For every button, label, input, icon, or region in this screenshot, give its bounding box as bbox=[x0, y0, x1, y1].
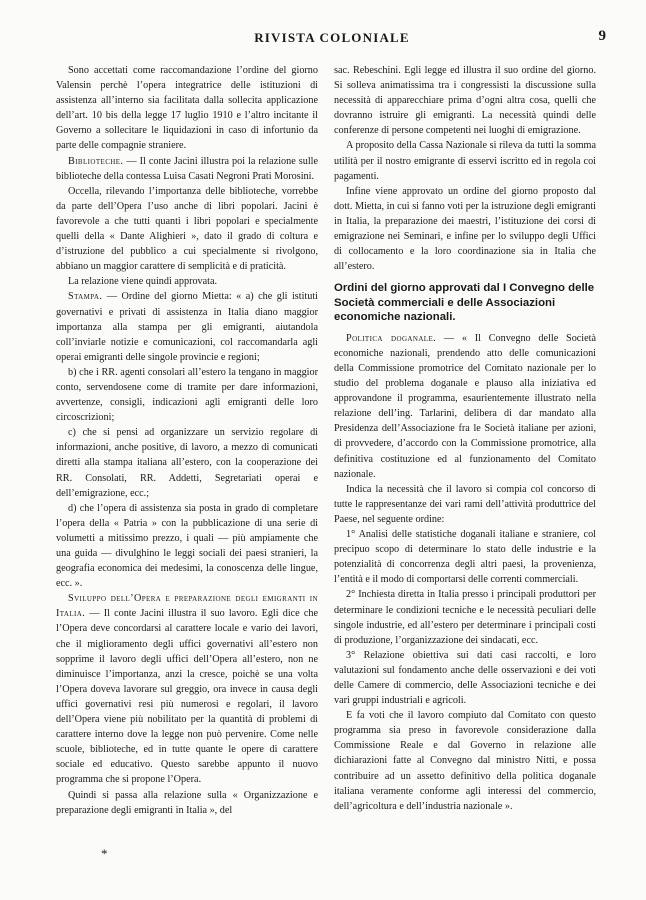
paragraph bbox=[56, 289, 318, 364]
paragraph bbox=[334, 331, 596, 482]
paragraph-text: 3° Relazione obiettiva sui dati casi raccolti, e loro valutazioni sul fondamento anche delle osservazioni e dei voti delle Camere di commercio, delle Associazioni tecniche e dei vari gruppi industriali e agricoli. bbox=[334, 649, 596, 707]
paragraph bbox=[334, 527, 596, 587]
paragraph-text: d) che l’opera di assistenza sia posta in grado di completare l’opera della « Patria » con la pubblicazione di una serie di volumetti a mitissimo prezzo, i quali — più ampiamente che una guida — divulghino le leggi sociali dei paesi stranieri, la geografia economica dei medesimi, la conoscenza delle lingue, ecc. ». bbox=[56, 502, 318, 590]
paragraph bbox=[334, 648, 596, 708]
paragraph-text: c) che si pensi ad organizzare un servizio regolare di informazioni, anche positive, di lavoro, a mezzo di comunicati diretti alla stampa italiana all’estero, con la cooperazione dei RR. Consolati, RR. Addetti, Segretariati operai e dell’emigrazione, ecc.; bbox=[56, 427, 318, 499]
paragraph-text: — Ordine del giorno Mietta: « a) che gli istituti governativi e privati di assistenza in Italia diano maggior importanza alla stampa per gli emigranti, aiutandola coll’inviarle notizie e comunicazioni, col raccomandarla agli operai emigranti delle singole provincie e regioni; bbox=[56, 291, 318, 363]
paragraph-lead: Biblioteche. bbox=[68, 155, 124, 167]
paragraph bbox=[334, 184, 596, 275]
page-number: 9 bbox=[598, 28, 606, 44]
paragraph bbox=[56, 591, 318, 787]
paragraph bbox=[56, 184, 318, 275]
paragraph bbox=[56, 154, 318, 184]
paragraph-text: sac. Rebeschini. Egli legge ed illustra il suo ordine del giorno. Si solleva animatissima tra i congressisti la discussione sulla necessità di apparecchiare prima d’ogni altra cosa, quelli che dovranno istruire gli emigranti. La necessità quindi delle conferenze di persone competenti nei luoghi di emigrazione. bbox=[334, 65, 596, 137]
left-column bbox=[56, 63, 318, 818]
running-header bbox=[58, 30, 606, 50]
paragraph-text: E fa voti che il lavoro compiuto dal Comitato con questo programma sia preso in favorevole considerazione dalla Commissione Reale e dal Governo in relazione alle dichiarazioni fatte al Convegno dal ministro Nitti, e possa contribuire ad un assetto definitivo della politica doganale italiana veramente conforme agli interessi del commercio, dell’agricoltura e dell’industria nazionale ». bbox=[334, 710, 596, 812]
paragraph bbox=[56, 63, 318, 154]
paragraph-lead: Politica doganale. bbox=[346, 332, 437, 344]
paragraph-text: — Il conte Jacini illustra poi la relazione sulle biblioteche della contessa Luisa Casati Negroni Prati Morosini. bbox=[56, 155, 319, 182]
journal-title: RIVISTA COLONIALE bbox=[254, 30, 410, 45]
paragraph-text: Quindi si passa alla relazione sulla « Organizzazione e preparazione degli emigranti in Italia », del bbox=[56, 789, 318, 816]
paragraph bbox=[56, 274, 318, 289]
paragraph-text: Sono accettati come raccomandazione l’ordine del giorno Valensin perchè l’opera integratrice delle istituzioni di assistenza all’interno sia facilitata dalla sollecita applicazione dell’art. 10 bis della legge 17 luglio 1910 e l’altro incitante il Governo a sollecitare le liquidazioni in caso di infortunio da parte delle compagnie straniere. bbox=[56, 65, 318, 152]
paragraph bbox=[56, 365, 318, 425]
paragraph-text: — « Il Convegno delle Società economiche nazionali, prendendo atto delle comunicazioni della Commissione promotrice del Comitato nazionale per lo studio del problema doganale e plauso alla iniziativa ed approvandone il programma, esaurientemente illustrato nella relazione dell’ing. Tarlarini, delibera di dar mandato alla Presidenza dell’Associazione fra le Società italiane per azioni, di provvedere, d’accordo con la Commissione promotrice, alla definitiva costituzione ed al funzionamento del Comitato nazionale. bbox=[334, 332, 597, 480]
paragraph bbox=[334, 708, 596, 814]
paragraph bbox=[334, 138, 596, 183]
right-column bbox=[334, 63, 596, 814]
paragraph bbox=[334, 482, 596, 527]
paragraph bbox=[56, 425, 318, 500]
paragraph bbox=[56, 501, 318, 592]
paragraph bbox=[334, 587, 596, 647]
footer-mark: * bbox=[101, 846, 108, 861]
paragraph-text: Occella, rilevando l’importanza delle biblioteche, vorrebbe da parte dell’Opera l’uso anche di libri popolari. Jacini è favorevole a che tutti quanti i libri popolari e specialmente quelli della « Dante Alighieri », dato il grado di coltura e d’istruzione del pubblico a cui specialmente si rivolgono, abbiano un maggior carattere di semplicità e di praticità. bbox=[56, 185, 318, 273]
section-heading: Ordini del giorno approvati dal I Convegno delle Società commerciali e delle Associazioni economiche nazionali. bbox=[334, 282, 595, 324]
paragraph-text: A proposito della Cassa Nazionale si rileva da tutti la somma utilità per il nostro emigrante di esservi iscritto ed in regola coi pagamenti. bbox=[334, 140, 596, 182]
paragraph-text: Indica la necessità che il lavoro si compia col concorso di tutte le rappresentanze dei vari rami dell’attività produttrice del Paese, nel seguente ordine: bbox=[334, 483, 596, 525]
paragraph bbox=[56, 788, 318, 818]
paragraph-text: La relazione viene quindi approvata. bbox=[68, 276, 218, 288]
paragraph-text: 2° Inchiesta diretta in Italia presso i principali produttori per determinare le condizioni tecniche e le necessità peculiari delle singole industrie, ed all’estero per determinare i principali costi di produzione, l’organizzazione dei sindacati, ecc. bbox=[334, 589, 596, 646]
paragraph-lead: Sviluppo dell’Opera e preparazione degli emigranti in Italia. bbox=[56, 593, 318, 620]
paragraph-text: — Il conte Jacini illustra il suo lavoro. Egli dice che l’Opera deve concordarsi al carattere locale e vario dei lavori, che il miglioramento degli uffici governativi all’estero non sopprime il lavoro degli uffici dell’Opera all’estero, non ne diminuisce l’importanza, anzi la cresce, poichè se una volta l’Opera doveva lavorare sul greggio, ora invece in causa degli uffici governativi resi più numerosi e regolari, il lavoro dell’Opera viene più nobilitato per la quantità di problemi di carattere interno dove la legge non può pervenire. Come nelle scuole, biblioteche, ed in tutte quante le opere di carattere sociale ed educativo. Questo sarebbe appunto il nuovo programma che si propone l’Opera. bbox=[56, 608, 319, 786]
paragraph-text: 1° Analisi delle statistiche doganali italiane e straniere, col precipuo scopo di determinare lo stato delle industrie e la potenzialità di concorrenza degli altri paesi, la provenienza, l’entità e il modo di comportarsi delle correnti commerciali. bbox=[334, 529, 596, 586]
paragraph-text: Infine viene approvato un ordine del giorno proposto dal dott. Mietta, in cui si fanno voti per la istruzione degli emigranti in Italia, la preparazione dei maestri, l’istituzione dei corsi di emigrazione nei Seminari, e infine per lo sviluppo degli Uffici di collocamento e la loro coordinazione sia in Italia che all’estero. bbox=[334, 185, 596, 273]
right-column-bottom bbox=[334, 331, 596, 814]
paragraph-lead: Stampa. bbox=[68, 291, 103, 303]
paragraph-text: b) che i RR. agenti consolari all’estero la tengano in maggior conto, servendosene come di tramite per dare informazioni, avvertenze, consigli, indicazioni agli emigranti delle loro circoscrizioni; bbox=[56, 366, 318, 424]
right-column-top bbox=[334, 63, 596, 274]
paragraph bbox=[334, 63, 596, 138]
